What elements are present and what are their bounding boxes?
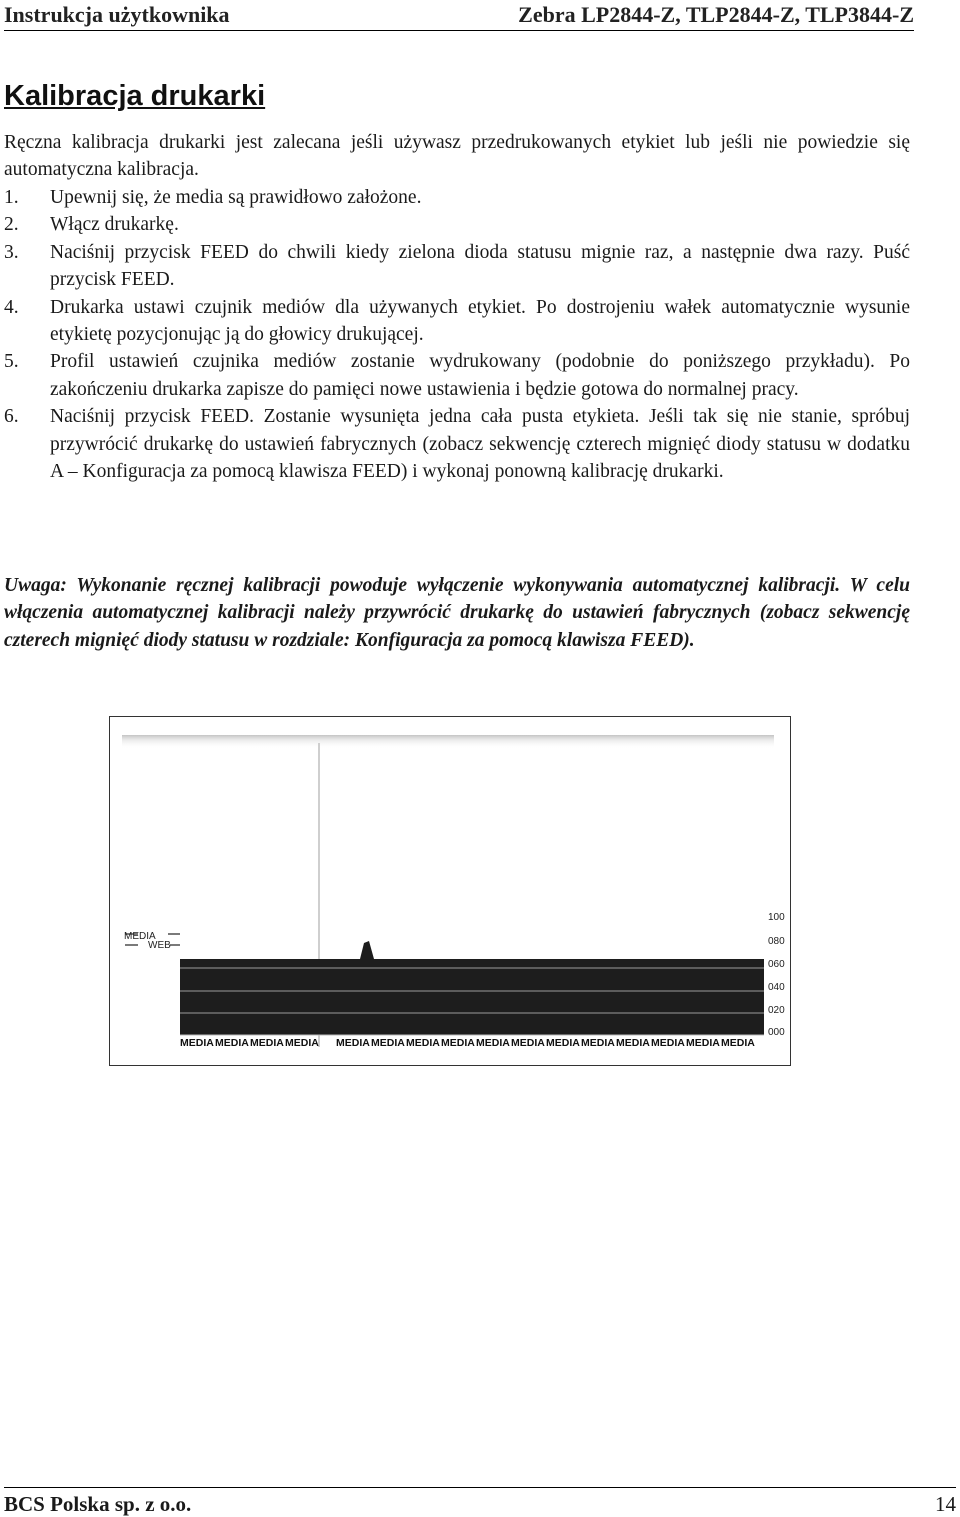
- step-text: Włącz drukarkę.: [50, 214, 179, 236]
- media-label: MEDIA: [441, 1037, 475, 1049]
- media-label: MEDIA: [250, 1037, 284, 1049]
- sensor-profile-printout: [110, 717, 790, 1065]
- scale-label: 060: [768, 959, 785, 970]
- list-item: [4, 294, 910, 349]
- page-number: 14: [935, 1492, 956, 1516]
- list-item: [4, 403, 910, 485]
- step-number: 3.: [4, 241, 19, 263]
- media-label: MEDIA: [686, 1037, 720, 1049]
- media-label: MEDIA: [616, 1037, 650, 1049]
- page-header: [4, 0, 914, 31]
- list-item: [4, 184, 910, 211]
- media-label: MEDIA: [546, 1037, 580, 1049]
- legend-media-label: MEDIA: [124, 931, 156, 942]
- step-number: 6.: [4, 406, 19, 428]
- step-number: 5.: [4, 351, 19, 373]
- media-label: MEDIA: [651, 1037, 685, 1049]
- step-text: Upewnij się, że media są prawidłowo założone.: [50, 187, 422, 208]
- header-manual-title: Instrukcja użytkownika: [4, 2, 230, 27]
- scale-label: 040: [768, 982, 785, 993]
- media-label: MEDIA: [721, 1037, 755, 1049]
- step-number: 2.: [4, 214, 19, 236]
- media-label: MEDIA: [371, 1037, 405, 1049]
- footer-company: BCS Polska sp. z o.o.: [4, 1492, 192, 1516]
- media-label: MEDIA: [336, 1037, 370, 1049]
- step-text: Naciśnij przycisk FEED. Zostanie wysunięta jedna cała pusta etykieta. Jeśli tak się nie stanie, spróbuj przywrócić drukarkę do ustawień fabrycznych (zobacz sekwencję czterech mignięć diody statusu w dodatku A – Konfiguracja za pomocą klawisza FEED) i wykonaj ponowną kalibrację drukarki.: [50, 406, 910, 483]
- header-model-names: Zebra LP2844-Z, TLP2844-Z, TLP3844-Z: [518, 2, 914, 27]
- scale-label: 020: [768, 1005, 785, 1016]
- scale-label: 080: [768, 936, 785, 947]
- step-text: Drukarka ustawi czujnik mediów dla używanych etykiet. Po dostrojeniu wałek automatycznie wysunie etykietę pozycjonując ją do głowicy drukującej.: [50, 296, 910, 346]
- steps-list: [4, 184, 910, 485]
- media-label: MEDIA: [511, 1037, 545, 1049]
- legend-web-label: WEB: [148, 940, 171, 951]
- list-item: [4, 239, 910, 294]
- section-title: Kalibracja drukarki: [4, 80, 266, 112]
- scale-label: 100: [768, 912, 785, 923]
- media-label-row: [180, 1037, 755, 1049]
- intro-paragraph: Ręczna kalibracja drukarki jest zalecana jeśli używasz przedrukowanych etykiet lub jeśli nie powiedzie się automatyczna kalibracja.: [4, 132, 910, 181]
- list-item: [4, 211, 910, 238]
- sensor-profile-band: [180, 941, 764, 1035]
- note-paragraph: Uwaga: Wykonanie ręcznej kalibracji powoduje wyłączenie wykonywania automatycznej kalibracji. W celu włączenia automatycznej kalibracji należy przywrócić drukarkę do ustawień fabrycznych (zobacz sekwencję czterech mignięć diody statusu w rozdziale: Konfiguracja za pomocą klawisza FEED).: [4, 575, 910, 651]
- media-sensor-profile-figure: [109, 716, 791, 1066]
- media-label: MEDIA: [285, 1037, 319, 1049]
- step-text: Naciśnij przycisk FEED do chwili kiedy zielona dioda statusu mignie raz, a następnie dwa razy. Puść przycisk FEED.: [50, 241, 910, 291]
- step-number: 1.: [4, 187, 19, 208]
- media-label: MEDIA: [215, 1037, 249, 1049]
- print-top-streak: [122, 735, 774, 749]
- media-label: MEDIA: [476, 1037, 510, 1049]
- step-number: 4.: [4, 296, 19, 318]
- scale-label: 000: [768, 1027, 785, 1038]
- media-label: MEDIA: [581, 1037, 615, 1049]
- media-label: MEDIA: [180, 1037, 214, 1049]
- media-label: MEDIA: [406, 1037, 440, 1049]
- page-footer: [4, 1487, 956, 1514]
- list-item: [4, 348, 910, 403]
- step-text: Profil ustawień czujnika mediów zostanie wydrukowany (podobnie do poniższego przykładu). Po zakończeniu drukarka zapisze do pamięci nowe ustawienia i będzie gotowa do normalnej pracy.: [50, 351, 910, 400]
